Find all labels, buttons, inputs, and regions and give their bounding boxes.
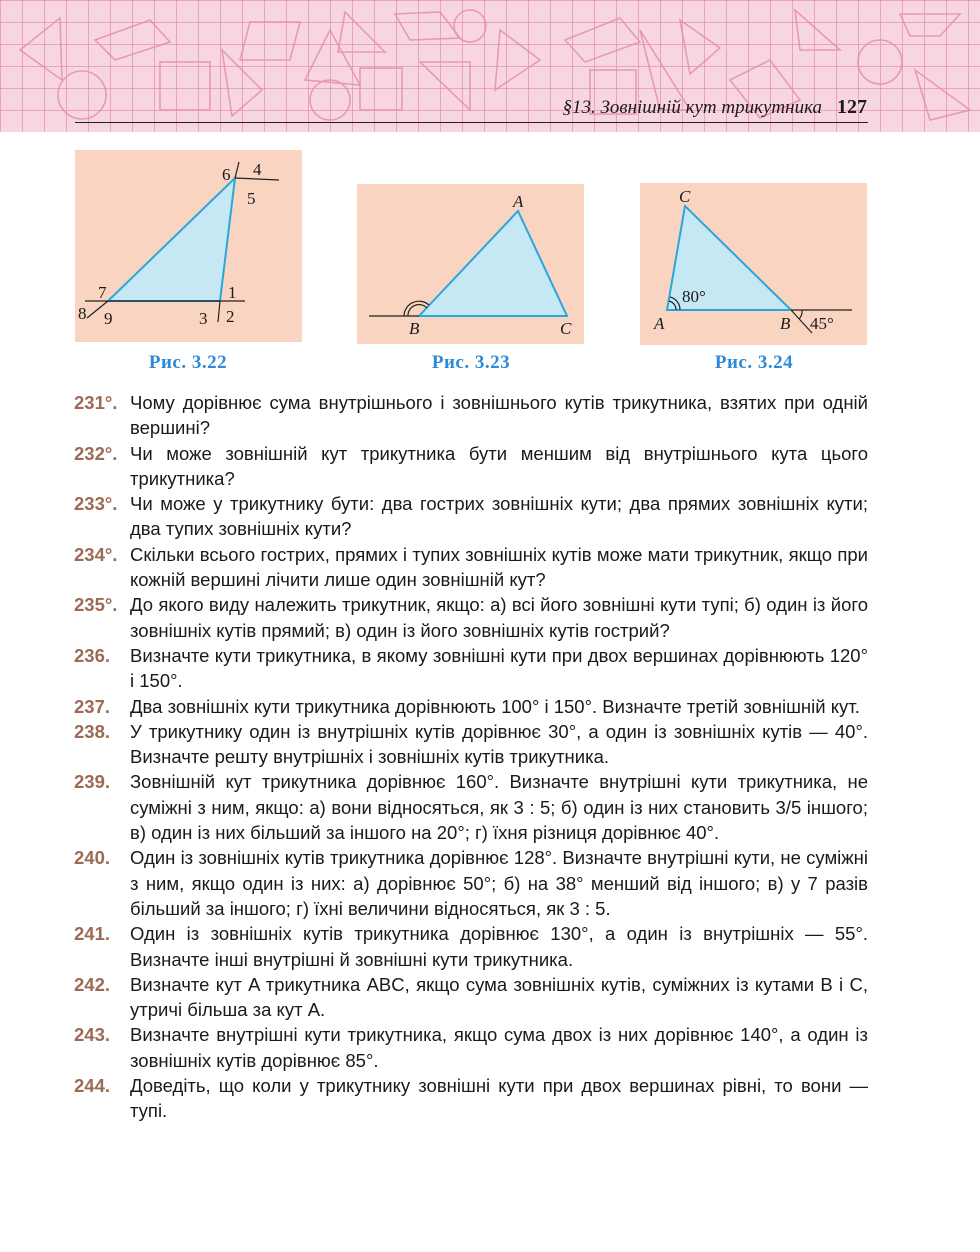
problem-text: Доведіть, що коли у трикутнику зовнішні кути при двох вершинах рівні, то вони — тупі. [130,1075,868,1122]
problem-number: 234°. [74,543,118,565]
angle-label-5: 5 [247,189,256,208]
angle-label-4: 4 [253,160,262,179]
problem-231 [74,390,868,441]
problem-text: Зовнішній кут трикутника дорівнює 160°. Визначте внутрішні кути трикутника, не суміжні з ним, якщо: а) вони відносяться, як 3 : 5; б) один із них становить 3/5 іншого; в) один із них більший за іншого на 20°; г) їхня різниця дорівнює 40°. [130,771,868,844]
problem-text: Один із зовнішніх кутів трикутника дорівнює 130°, а один із внутрішніх — 55°. Визначте інші внутрішні й зовнішні кути трикутника. [130,923,868,970]
figure-3-24 [640,183,867,345]
problem-text: Один із зовнішніх кутів трикутника дорівнює 128°. Визначте внутрішні кути, не суміжні з ним, якщо один із них: а) дорівнює 50°; б) на 38° менший від іншого; в) у 7 разів більший за іншого; г) їхні величини відносяться, як 3 : 5. [130,847,868,919]
problem-text: Визначте внутрішні кути трикутника, якщо сума двох із них дорівнює 140°, а один із зовнішніх кутів дорівнює 85°. [130,1024,868,1071]
problem-242 [74,972,868,1023]
problem-text: Чи може у трикутнику бути: два гострих зовнішніх кути; два прямих зовнішніх кути; два тупих зовнішніх кути? [130,493,868,540]
problem-text: До якого виду належить трикутник, якщо: а) всі його зовнішні кути тупі; б) один із його зовнішніх кутів прямий; в) один із його зовнішніх кутів гострий? [130,594,868,641]
problem-237 [74,694,868,719]
figure-caption-3-23: Рис. 3.23 [431,352,511,373]
vertex-label-c: C [679,187,691,206]
problem-243 [74,1022,868,1073]
problem-number: 235°. [74,594,118,616]
vertex-label-c: C [560,319,572,338]
problem-number: 243. [74,1024,111,1046]
problem-list [74,390,868,1124]
angle-label-1: 1 [228,283,237,302]
vertex-label-b: B [409,319,420,338]
angle-label-3: 3 [199,309,208,328]
problem-number: 237. [74,695,111,717]
problem-241 [74,921,868,972]
header-divider [75,122,868,123]
vertex-label-a: A [654,314,665,333]
running-head: §13. Зовнішній кут трикутника [562,97,822,118]
problem-number: 244. [74,1075,111,1097]
problem-number: 233°. [74,493,118,515]
angle-label-9: 9 [104,309,113,328]
problem-number: 238. [74,720,111,742]
problem-236 [74,643,868,694]
angle-value-80: 80° [682,287,706,306]
page-number: 127 [837,96,867,118]
problem-number: 231°. [74,392,118,413]
problem-number: 232°. [74,442,118,464]
problem-text: Визначте кути трикутника, в якому зовнішні кути при двох вершинах дорівнюють 120° і 150°. [130,644,868,692]
problem-number: 242. [74,973,111,995]
problem-number: 240. [74,847,111,869]
vertex-label-b: B [780,314,791,333]
problem-number: 236. [74,644,111,666]
vertex-label-a: A [513,192,524,211]
problem-240 [74,845,868,921]
figure-caption-3-22: Рис. 3.22 [148,352,228,373]
problem-232 [74,441,868,492]
problem-text: Чи може зовнішній кут трикутника бути меншим від внутрішнього кута цього трикутника? [130,442,868,489]
geometric-shapes-decoration [0,0,980,132]
figure-3-23 [357,184,584,344]
problem-text: Два зовнішніх кути трикутника дорівнюють 100° і 150°. Визначте третій зовнішній кут. [130,695,860,717]
problem-234 [74,542,868,593]
problem-text: Скільки всього гострих, прямих і тупих зовнішніх кутів може мати трикутник, якщо при кожній вершині лічити лише один зовнішній кут? [130,543,868,591]
problem-238 [74,719,868,770]
problem-233 [74,491,868,542]
angle-value-45: 45° [810,314,834,333]
header-grid-band [0,0,980,132]
problem-text: У трикутнику один із внутрішніх кутів дорівнює 30°, а один із зовнішніх кутів — 40°. Визначте решту внутрішніх і зовнішніх кутів трикутника. [130,720,868,768]
problem-235 [74,592,868,643]
figure-caption-3-24: Рис. 3.24 [714,352,794,373]
figure-3-22 [75,150,302,342]
problem-239 [74,769,868,845]
problem-text: Чому дорівнює сума внутрішнього і зовнішнього кутів трикутника, взятих при одній вершині? [130,392,868,439]
problem-number: 239. [74,771,111,793]
angle-label-2: 2 [226,307,235,326]
problem-number: 241. [74,923,111,945]
angle-label-7: 7 [98,283,107,302]
angle-label-6: 6 [222,165,231,184]
problem-text: Визначте кут A трикутника ABC, якщо сума зовнішніх кутів, суміжних із кутами B і C, утричі більша за кут A. [130,973,868,1021]
angle-label-8: 8 [78,304,87,323]
problem-244 [74,1073,868,1124]
